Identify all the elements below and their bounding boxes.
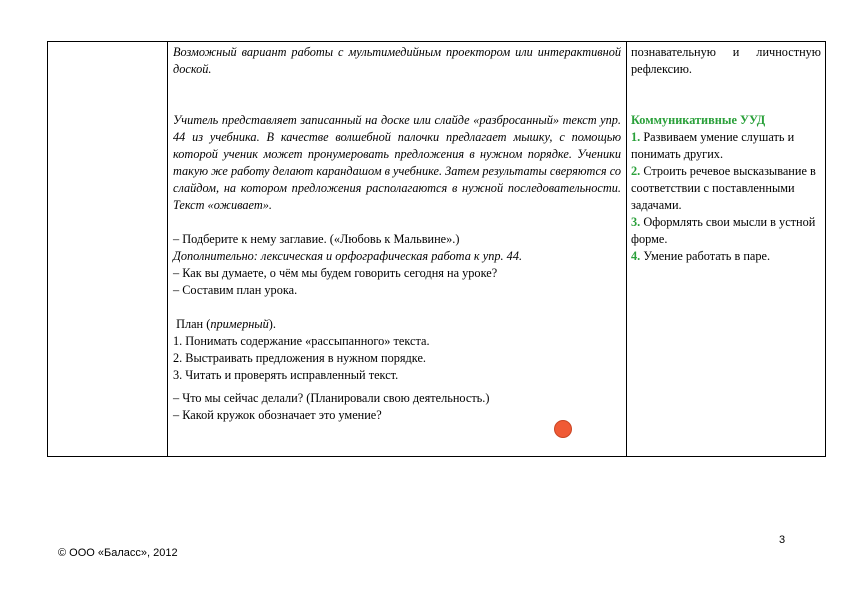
copyright-footer: © ООО «Баласс», 2012 [58,547,178,559]
column-divider [167,42,168,456]
question-circle: – Какой кружок обозначает это умение? [173,408,382,422]
page-number: 3 [779,534,786,546]
activity-column [173,44,621,424]
uud-item: 3. Оформлять свои мысли в устной форме. [631,215,816,246]
uud-item: 4. Умение работать в паре. [631,249,771,263]
uud-item: 2. Строить речевое высказывание в соответствии с поставленными задачами. [631,164,816,212]
question-title: – Подберите к нему заглавие. («Любовь к Мальвине».) [173,232,460,246]
plan-item: 1. Понимать содержание «рассыпанного» текста. [173,334,430,348]
lesson-table [47,41,826,457]
uud-column [631,44,821,265]
question-plan: – Составим план урока. [173,283,298,297]
teacher-paragraph: Учитель представляет записанный на доске или слайде «разбросанный» текст упр. 44 из учебника. В качестве волшебной палочки предлагает мышку, с помощью которой ученик может пронумеровать предложения в нужном порядке. Ученики такую же работу делают карандашом в учебнике. Затем результаты сверяются со слайдом, на котором предложения располагаются в нужной последовательности. Текст «оживает». [173,113,621,212]
reflection-text: познавательную и личностную рефлексию. [631,45,821,76]
uud-item: 1. Развиваем умение слушать и понимать других. [631,130,795,161]
column-divider [626,42,627,456]
question-topic: – Как вы думаете, о чём мы будем говорить сегодня на уроке? [173,266,498,280]
orange-circle-marker [554,420,572,438]
additional-work: Дополнительно: лексическая и орфографическая работа к упр. 44. [173,249,523,263]
intro-text: Возможный вариант работы с мультимедийным проектором или интерактивной доской. [173,45,621,76]
plan-item: 2. Выстраивать предложения в нужном порядке. [173,351,426,365]
uud-title: Коммуникативные УУД [631,113,766,127]
plan-heading: План (примерный). [176,317,276,331]
plan-item: 3. Читать и проверять исправленный текст. [173,368,399,382]
question-done: – Что мы сейчас делали? (Планировали свою деятельность.) [173,391,490,405]
